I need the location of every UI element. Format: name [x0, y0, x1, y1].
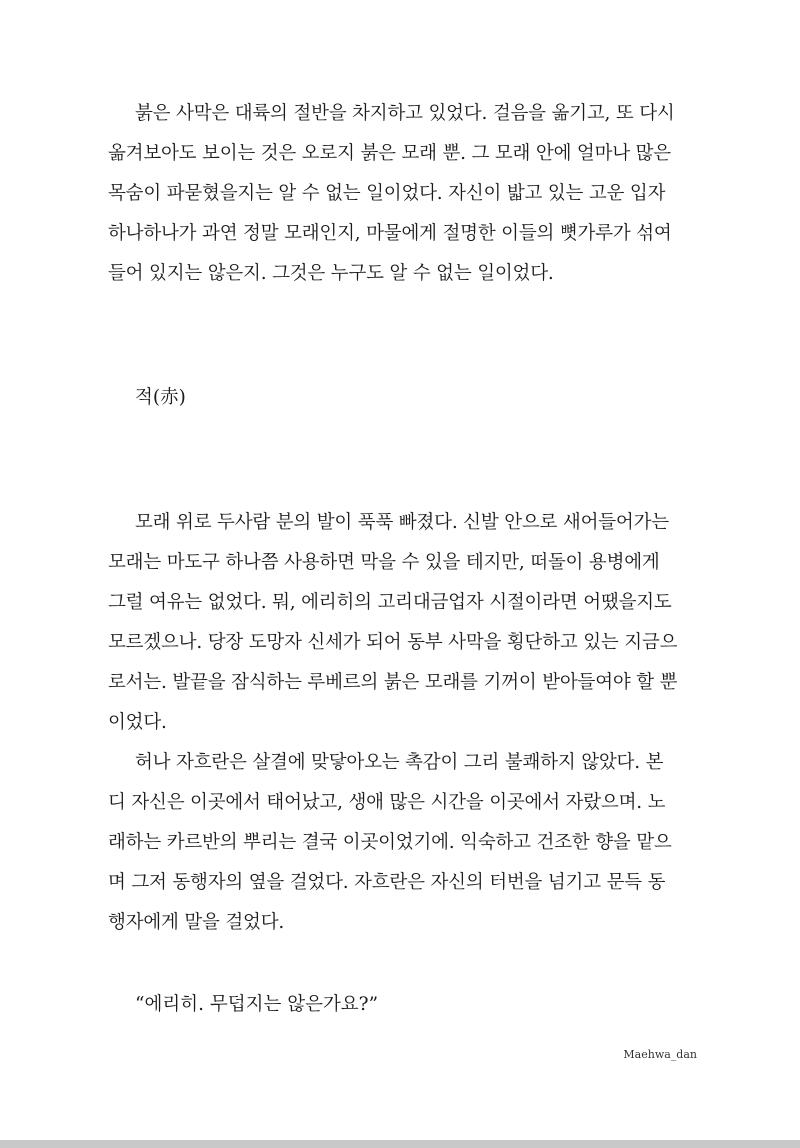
paragraph-zahran — [108, 743, 698, 943]
text-line: 들어 있지는 않은지. 그것은 누구도 알 수 없는 일이었다. — [108, 263, 554, 284]
text-line: 래하는 카르반의 뿌리는 결국 이곳이었기에. 익숙하고 건조한 향을 맡으 — [108, 832, 672, 853]
text-line: 모래 위로 두사람 분의 발이 푹푹 빠졌다. 신발 안으로 새어들어가는 — [135, 512, 669, 533]
text-line: 목숨이 파묻혔을지는 알 수 없는 일이었다. 자신이 밟고 있는 고운 입자 — [108, 183, 666, 204]
text-line: 디 자신은 이곳에서 태어났고, 생애 많은 시간을 이곳에서 자랐으며. 노 — [108, 792, 666, 813]
dialogue-line: “에리히. 무덥지는 않은가요?” — [135, 994, 379, 1015]
text-line: 하나하나가 과연 정말 모래인지, 마물에게 절명한 이들의 뼛가루가 섞여 — [108, 223, 672, 244]
text-line: 붉은 사막은 대륙의 절반을 차지하고 있었다. 걸음을 옮기고, 또 다시 — [135, 103, 675, 124]
paragraph-desert-walk — [108, 503, 698, 743]
text-line: 옮겨보아도 보이는 것은 오로지 붉은 모래 뿐. 그 모래 안에 얼마나 많은 — [108, 143, 671, 164]
text-line: 허나 자흐란은 살결에 맞닿아오는 촉감이 그리 불쾌하지 않았다. 본 — [135, 752, 664, 773]
text-line: 그럴 여유는 없었다. 뭐, 에리히의 고리대금업자 시절이라면 어땠을지도 — [108, 592, 672, 613]
page-bottom-border — [0, 1140, 800, 1148]
author-signature: Maehwa_dan — [623, 1048, 697, 1061]
text-line: 모래는 마도구 하나쯤 사용하면 막을 수 있을 테지만, 떠돌이 용병에게 — [108, 552, 660, 573]
section-heading: 적(赤) — [135, 387, 186, 408]
text-line: 며 그저 동행자의 옆을 걸었다. 자흐란은 자신의 터번을 넘기고 문득 동 — [108, 872, 666, 893]
text-line: 로서는. 발끝을 잠식하는 루베르의 붉은 모래를 기꺼이 받아들여야 할 뿐 — [108, 672, 678, 693]
text-line: 이었다. — [108, 712, 167, 733]
paragraph-intro — [108, 94, 698, 294]
text-line: 행자에게 말을 걸었다. — [108, 912, 285, 933]
text-line: 모르겠으나. 당장 도망자 신세가 되어 동부 사막을 횡단하고 있는 지금으 — [108, 632, 678, 653]
